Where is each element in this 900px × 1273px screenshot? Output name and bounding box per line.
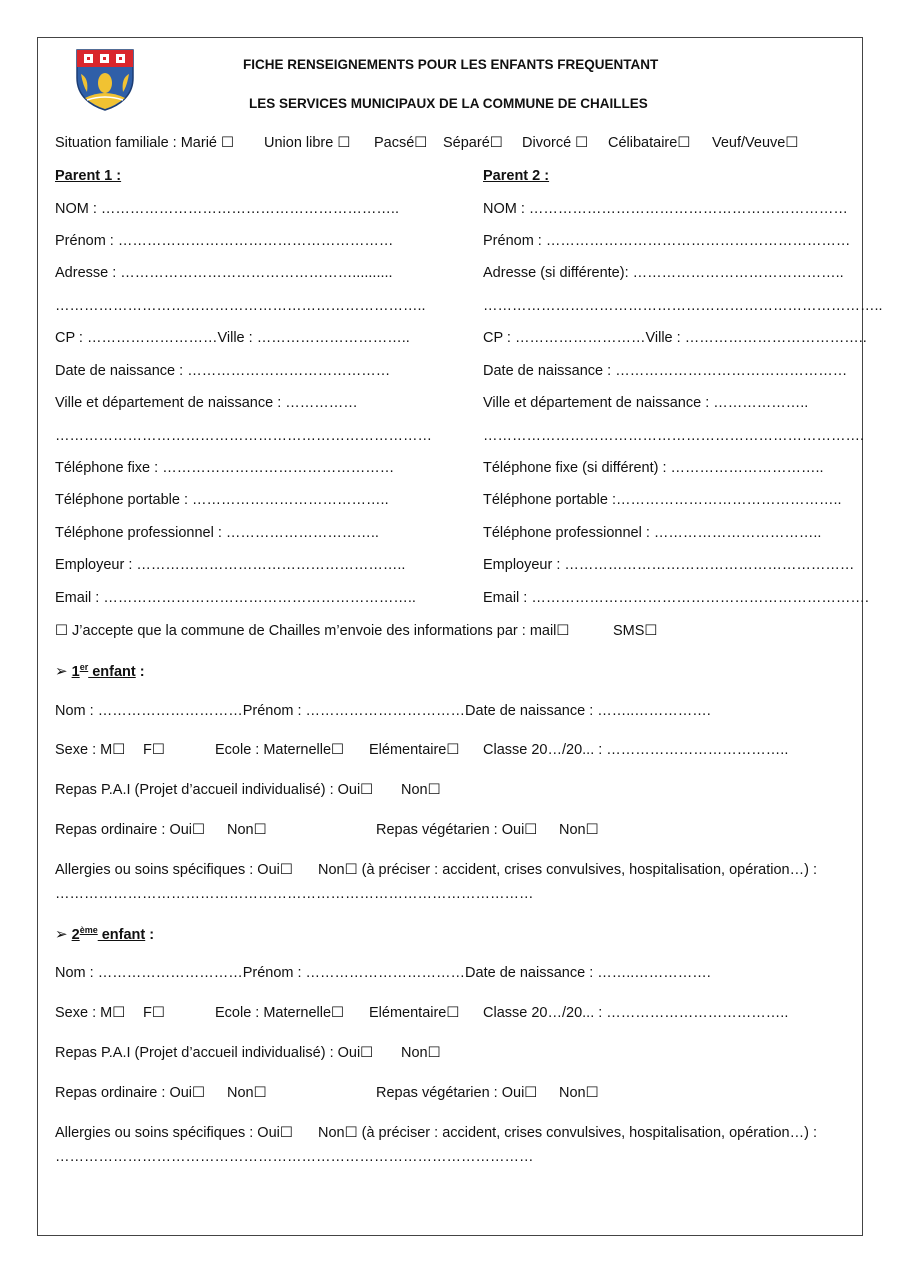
child1-heading [55,663,145,681]
child2-classe-field[interactable]: Classe 20…/20... : ……………………………….. [483,1005,789,1021]
consent-sms-checkbox[interactable]: SMS☐ [613,623,658,639]
situation-separe[interactable]: Séparé☐ [443,135,503,151]
child2-ecole-maternelle[interactable]: Ecole : Maternelle☐ [215,1005,345,1021]
parent1-tel-pro-field[interactable]: Téléphone professionnel : ………………………….. [55,525,379,541]
parent2-tel-portable-field[interactable]: Téléphone portable :……………………………………….. [483,492,842,508]
situation-pacse[interactable]: Pacsé☐ [374,135,428,151]
parent1-adresse2-field[interactable]: ………………………………………………………………….. [55,298,426,314]
parent1-prenom-field[interactable]: Prénom : ………………………………………………… [55,233,394,249]
child1-pai-non[interactable]: Non☐ [401,782,441,798]
child2-sexe-f[interactable]: F☐ [143,1005,165,1021]
child2-pai-non[interactable]: Non☐ [401,1045,441,1061]
parent1-adresse-field[interactable]: Adresse : ………………………………………….......... [55,265,393,281]
child1-repas-vegetarien-non[interactable]: Non☐ [559,822,599,838]
child2-heading-colon: : [145,927,155,943]
child1-ecole-elementaire[interactable]: Elémentaire☐ [369,742,460,758]
parent2-employeur-field[interactable]: Employeur : …………………………………………………… [483,557,855,573]
situation-union-libre[interactable]: Union libre ☐ [264,135,351,151]
arrow-bullet-icon: ➢ [55,663,68,680]
parent2-heading: Parent 2 : [483,168,550,184]
child1-ecole-maternelle[interactable]: Ecole : Maternelle☐ [215,742,345,758]
parent1-nom-field[interactable]: NOM : …………………………………………………….. [55,201,399,217]
child2-repas-ordinaire-non[interactable]: Non☐ [227,1085,267,1101]
parent2-date-naissance-field[interactable]: Date de naissance : ………………………………………… [483,363,848,379]
parent2-tel-pro-field[interactable]: Téléphone professionnel : …………………………….. [483,525,822,541]
child1-heading-sup: er [79,662,89,673]
child2-repas-ordinaire-oui[interactable]: Repas ordinaire : Oui☐ [55,1085,206,1101]
parent1-email-field[interactable]: Email : ……………………………………………………….. [55,590,416,606]
parent2-ville-naissance-field[interactable]: Ville et département de naissance : ……………….. [483,395,809,411]
child2-identity-field[interactable]: Nom : …………………………Prénom : ……………………………Date de naissance : ……..……………. [55,965,711,981]
document-title-line1: FICHE RENSEIGNEMENTS POUR LES ENFANTS FREQUENTANT [243,57,659,72]
arrow-bullet-icon: ➢ [55,926,68,943]
parent2-cp-ville-field[interactable]: CP : ………………………Ville : ……………………………….. [483,330,867,346]
child1-identity-field[interactable]: Nom : …………………………Prénom : ……………………………Date de naissance : ……..……………. [55,703,711,719]
child1-repas-ordinaire-oui[interactable]: Repas ordinaire : Oui☐ [55,822,206,838]
parent1-tel-portable-field[interactable]: Téléphone portable : ………………………………….. [55,492,389,508]
child1-repas-vegetarien-oui[interactable]: Repas végétarien : Oui☐ [376,822,538,838]
parent2-adresse-field[interactable]: Adresse (si différente): …………………………………….. [483,265,844,281]
child2-allergies-details-field[interactable]: ……………………………………………………………………………………… [55,1149,534,1165]
parent2-nom-field[interactable]: NOM : ………………………………………………………… [483,201,848,217]
child2-heading-rest: enfant [97,927,146,943]
chailles-coat-of-arms-icon [75,48,135,112]
child2-heading [55,926,154,944]
child2-repas-vegetarien-non[interactable]: Non☐ [559,1085,599,1101]
situation-celibataire[interactable]: Célibataire☐ [608,135,691,151]
child1-heading-num: 1 [71,664,80,680]
child1-allergies-details-field[interactable]: ……………………………………………………………………………………… [55,886,534,902]
situation-familiale-marie[interactable]: Situation familiale : Marié ☐ [55,135,235,151]
parent1-tel-fixe-field[interactable]: Téléphone fixe : ………………………………………… [55,460,395,476]
child1-sexe-f[interactable]: F☐ [143,742,165,758]
child2-allergies-oui[interactable]: Allergies ou soins spécifiques : Oui☐ [55,1125,293,1141]
consent-mail-checkbox[interactable]: ☐ J’accepte que la commune de Chailles m’envoie des informations par : mail☐ [55,623,570,639]
child2-heading-num: 2 [71,927,80,943]
parent1-ville-naissance-field[interactable]: Ville et département de naissance : …………… [55,395,358,411]
parent2-email-field[interactable]: Email : ……………………………………………………………. [483,590,869,606]
parent1-ville-naissance2-field[interactable]: …………………………………………………………………… [55,428,432,444]
child1-allergies-oui[interactable]: Allergies ou soins spécifiques : Oui☐ [55,862,293,878]
parent2-prenom-field[interactable]: Prénom : ……………………………………………………… [483,233,851,249]
parent2-tel-fixe-field[interactable]: Téléphone fixe (si différent) : ………………………….. [483,460,824,476]
child1-pai-oui[interactable]: Repas P.A.I (Projet d’accueil individualisé) : Oui☐ [55,782,374,798]
child2-heading-sup: ème [79,925,98,936]
child1-repas-ordinaire-non[interactable]: Non☐ [227,822,267,838]
parent2-ville-naissance2-field[interactable]: ……………………………………………………………………. [483,428,865,444]
situation-veuf[interactable]: Veuf/Veuve☐ [712,135,799,151]
child1-allergies-non[interactable]: Non☐ (à préciser : accident, crises convulsives, hospitalisation, opération…) : [318,862,817,878]
child1-heading-rest: enfant [88,664,136,680]
parent1-cp-ville-field[interactable]: CP : ………………………Ville : ………………………….. [55,330,410,346]
child2-repas-vegetarien-oui[interactable]: Repas végétarien : Oui☐ [376,1085,538,1101]
child1-sexe-m[interactable]: Sexe : M☐ [55,742,126,758]
parent1-date-naissance-field[interactable]: Date de naissance : …………………………………… [55,363,391,379]
child2-ecole-elementaire[interactable]: Elémentaire☐ [369,1005,460,1021]
parent1-heading: Parent 1 : [55,168,122,184]
child2-sexe-m[interactable]: Sexe : M☐ [55,1005,126,1021]
document-title-line2: LES SERVICES MUNICIPAUX DE LA COMMUNE DE CHAILLES [249,96,648,111]
child1-heading-colon: : [135,664,145,680]
parent1-employeur-field[interactable]: Employeur : ……………………………………………….. [55,557,406,573]
parent2-adresse2-field[interactable]: ……………………………………………………………………….. [483,298,883,314]
situation-divorce[interactable]: Divorcé ☐ [522,135,589,151]
child2-pai-oui[interactable]: Repas P.A.I (Projet d’accueil individualisé) : Oui☐ [55,1045,374,1061]
child1-classe-field[interactable]: Classe 20…/20... : ……………………………….. [483,742,789,758]
child2-allergies-non[interactable]: Non☐ (à préciser : accident, crises convulsives, hospitalisation, opération…) : [318,1125,817,1141]
